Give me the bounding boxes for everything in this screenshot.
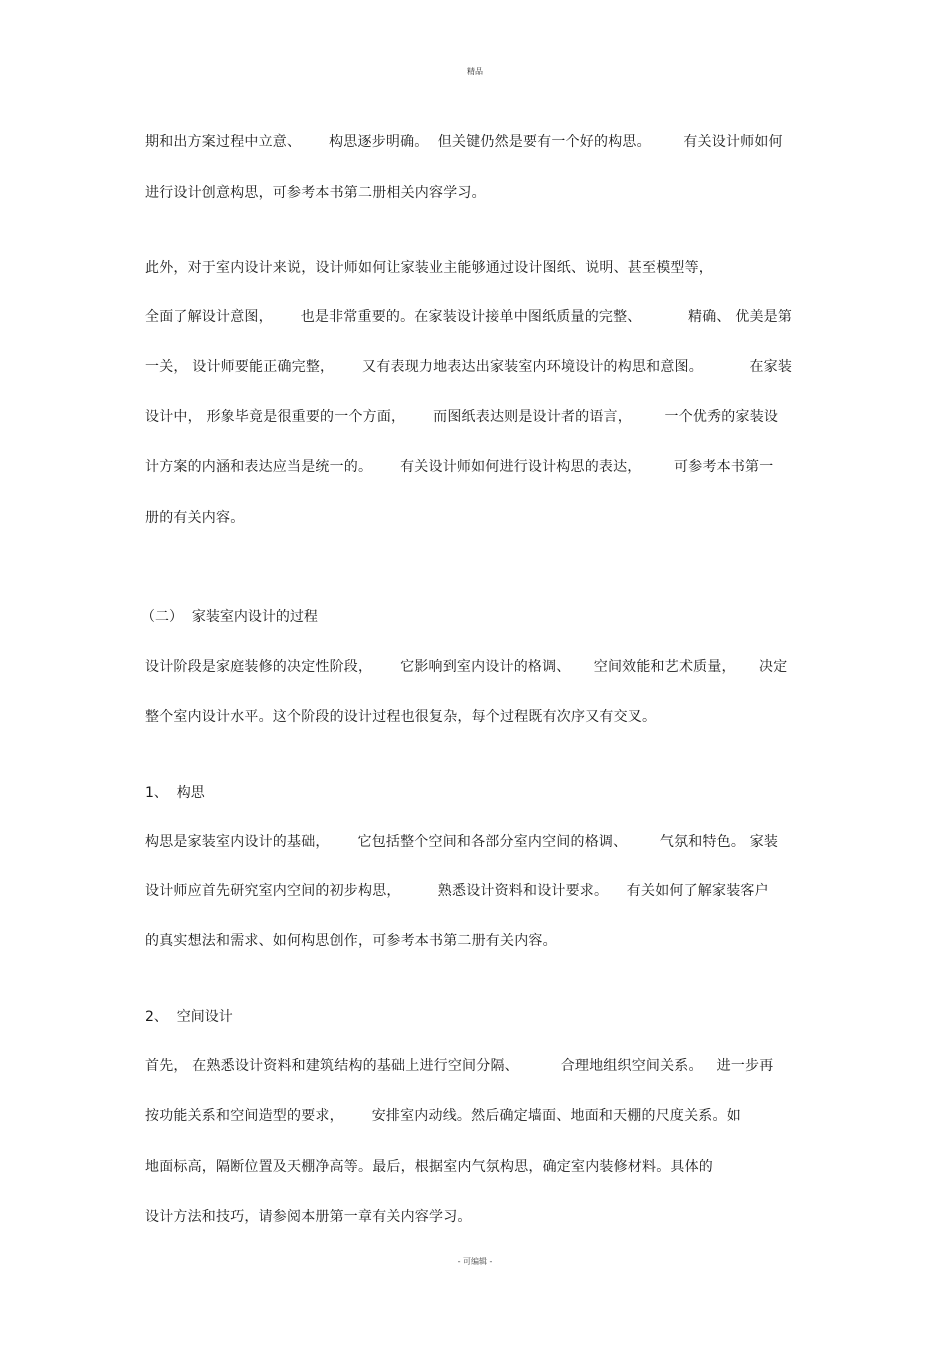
text-line: 首先， 在熟悉设计资料和建筑结构的基础上进行空间分隔、 合理地组织空间关系。 进一步再 <box>145 1058 774 1074</box>
text-line: 设计方法和技巧，请参阅本册第一章有关内容学习。 <box>145 1209 472 1225</box>
text-line: 设计师应首先研究室内空间的初步构思， 熟悉设计资料和设计要求。 有关如何了解家装客户 <box>145 883 769 899</box>
text-line: 计方案的内涵和表达应当是统一的。 有关设计师如何进行设计构思的表达， 可参考本书第一 <box>145 459 774 475</box>
text-line: 期和出方案过程中立意、 构思逐步明确。 但关键仍然是要有一个好的构思。 有关设计师如何 <box>145 134 783 150</box>
text-line: 地面标高，隔断位置及天棚净高等。最后，根据室内气氛构思，确定室内装修材料。具体的 <box>145 1159 713 1175</box>
item-heading-concept: 1、 构思 <box>145 785 205 801</box>
text-line: 设计中， 形象毕竟是很重要的一个方面， 而图纸表达则是设计者的语言， 一个优秀的家装设 <box>145 409 779 425</box>
page-footer-mark: - 可编辑 - <box>457 1257 493 1266</box>
text-line: 构思是家装室内设计的基础， 它包括整个空间和各部分室内空间的格调、 气氛和特色。 家装 <box>145 834 779 850</box>
item-heading-space-design: 2、 空间设计 <box>145 1009 233 1025</box>
text-line: 按功能关系和空间造型的要求， 安排室内动线。然后确定墙面、地面和天棚的尺度关系。如 <box>145 1108 741 1124</box>
text-line: 此外，对于室内设计来说，设计师如何让家装业主能够通过设计图纸、说明、甚至模型等， <box>145 260 713 276</box>
text-line: 整个室内设计水平。这个阶段的设计过程也很复杂，每个过程既有次序又有交叉。 <box>145 709 657 725</box>
section-heading: （二） 家装室内设计的过程 <box>141 609 318 625</box>
text-line: 进行设计创意构思，可参考本书第二册相关内容学习。 <box>145 185 486 201</box>
page-header-mark: 精品 <box>467 67 483 76</box>
text-line: 一关， 设计师要能正确完整， 又有表现力地表达出家装室内环境设计的构思和意图。 在家装 <box>145 359 793 375</box>
text-line: 册的有关内容。 <box>145 510 245 526</box>
text-line: 设计阶段是家庭装修的决定性阶段， 它影响到室内设计的格调、 空间效能和艺术质量， 决定 <box>145 659 788 675</box>
text-line: 全面了解设计意图， 也是非常重要的。在家装设计接单中图纸质量的完整、 精确、 优美是第 <box>145 309 793 325</box>
text-line: 的真实想法和需求、如何构思创作，可参考本书第二册有关内容。 <box>145 933 557 949</box>
